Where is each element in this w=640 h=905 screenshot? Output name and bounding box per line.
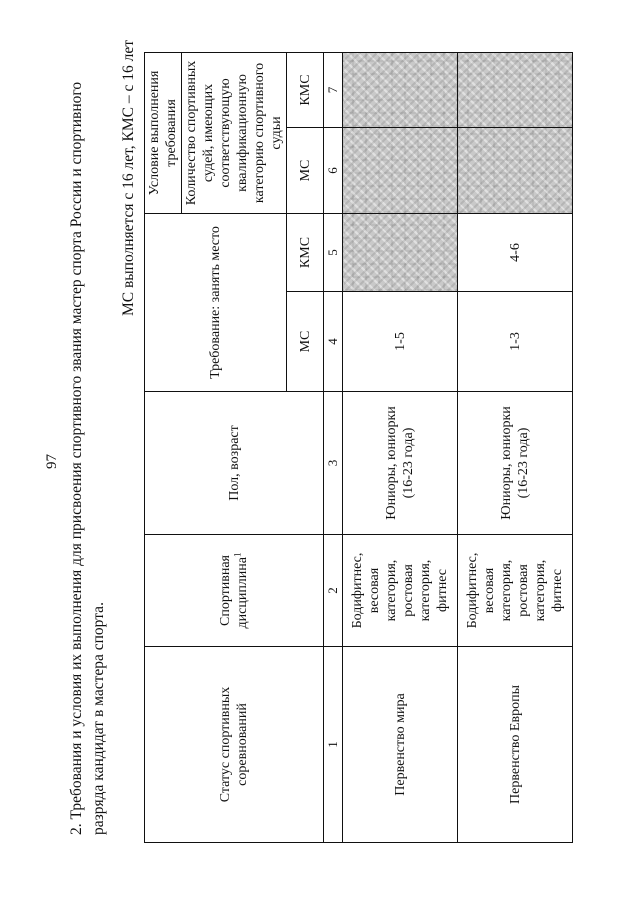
column-number: 7 (324, 52, 343, 127)
column-number: 4 (324, 292, 343, 392)
header-discipline (145, 535, 324, 647)
column-number: 3 (324, 392, 343, 535)
header-condition: Условие выполнения требования (145, 52, 182, 213)
header-judges: Количество спортивных судей, имеющих соответствующую квалификационную категорию спортивного судьи (182, 52, 287, 213)
row-status: Первенство Европы (458, 647, 573, 843)
row-status: Первенство мира (343, 647, 458, 843)
row-place-ms: 1-3 (458, 292, 573, 392)
column-numbers-row (324, 52, 343, 842)
table-row (343, 52, 458, 842)
header-req-ms: МС (287, 292, 324, 392)
header-discipline-text: Спортивная дисциплина (218, 555, 250, 629)
row-judges-ms (458, 128, 573, 214)
row-judges-kms (458, 52, 573, 127)
row-sex-age: Юниоры, юниорки (16-23 года) (343, 392, 458, 535)
section-heading: 2. Требования и условия их выполнения для присвоения спортивного звания мастер спорта России и спортивного разряда кандидат в мастера спорта. (68, 81, 107, 835)
page-number: 97 (44, 454, 60, 469)
row-judges-kms (343, 52, 458, 127)
header-judges-kms: КМС (287, 52, 324, 127)
row-discipline: Бодифитнес, весовая категория, ростовая категория, фитнес (343, 535, 458, 647)
header-status: Статус спортивных соревнований (145, 647, 324, 843)
age-note: МС выполняется с 16 лет, КМС – с 16 лет (120, 40, 137, 317)
row-sex-age: Юниоры, юниорки (16-23 года) (458, 392, 573, 535)
column-number: 1 (324, 647, 343, 843)
row-place-kms (343, 214, 458, 292)
table-row (458, 52, 573, 842)
row-judges-ms (343, 128, 458, 214)
row-place-ms: 1-5 (343, 292, 458, 392)
row-place-kms: 4-6 (458, 214, 573, 292)
column-number: 6 (324, 128, 343, 214)
header-judges-ms: МС (287, 128, 324, 214)
column-number: 5 (324, 214, 343, 292)
header-req-kms: КМС (287, 214, 324, 292)
row-discipline: Бодифитнес, весовая категория, ростовая категория, фитнес (458, 535, 573, 647)
header-requirement: Требование: занять место (145, 214, 287, 392)
footnote-marker: 1 (232, 552, 243, 557)
column-number: 2 (324, 535, 343, 647)
header-sex-age: Пол, возраст (145, 392, 324, 535)
table-header-row (145, 52, 182, 842)
requirements-table (144, 52, 573, 843)
